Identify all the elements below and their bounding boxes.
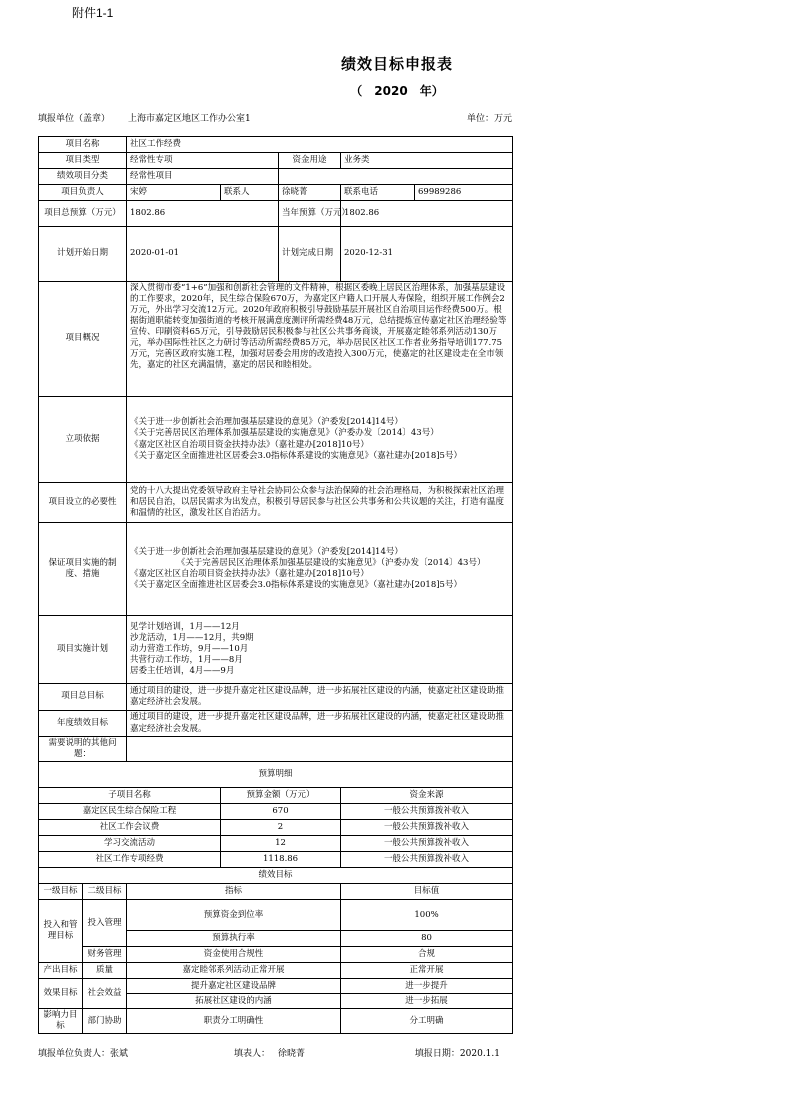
end-label: 计划完成日期 xyxy=(279,227,341,282)
target-connotation: 拓展社区建设的内涵 xyxy=(127,994,341,1009)
target-row xyxy=(39,963,513,979)
unit-name: 上海市嘉定区地区工作办公室1 xyxy=(128,114,251,124)
budget-header-row xyxy=(39,788,513,804)
year-suffix: 年） xyxy=(419,84,444,98)
project-type: 经常性专项 xyxy=(127,153,279,169)
budget-item-name: 社区工作专项经费 xyxy=(39,852,221,868)
unit-label: 填报单位（盖章） xyxy=(38,114,111,124)
row-overall-goal xyxy=(39,684,513,711)
row-other xyxy=(39,737,513,762)
row-perf-class xyxy=(39,169,513,185)
target-activity-normal-value: 正常开展 xyxy=(341,963,513,979)
plan-label: 项目实施计划 xyxy=(39,616,127,684)
plan-text: 见学计划培训，1月——12月 沙龙活动，1月——12月，共9期 动力营造工作坊，9月——10月 共营行动工作坊，1月——8月 居委主任培训，4月——9月 xyxy=(127,616,513,684)
row-basis xyxy=(39,397,513,483)
target-effect: 效果目标 xyxy=(39,979,83,1009)
targets-header-indicator: 指标 xyxy=(127,884,341,900)
target-budget-arrival-value: 100% xyxy=(341,900,513,931)
budget-item-source: 一般公共预算拨补收入 xyxy=(341,836,513,852)
row-targets-title xyxy=(39,868,513,884)
budget-row xyxy=(39,804,513,820)
year-prefix: （ xyxy=(350,84,363,98)
leader: 宋婷 xyxy=(127,185,221,201)
other-text xyxy=(127,737,513,762)
target-input-manage: 投入管理 xyxy=(83,900,127,947)
target-finance-mgmt: 财务管理 xyxy=(83,947,127,963)
targets-header-level2: 二级目标 xyxy=(83,884,127,900)
budget-header-name: 子项目名称 xyxy=(39,788,221,804)
budget-header-amount: 预算金额（万元） xyxy=(221,788,341,804)
target-social-benefit: 社会效益 xyxy=(83,979,127,1009)
annual-goal-label: 年度绩效目标 xyxy=(39,711,127,737)
overview-label: 项目概况 xyxy=(39,282,127,397)
targets-header-level1: 一级目标 xyxy=(39,884,83,900)
end-date: 2020-12-31 xyxy=(341,227,513,282)
target-row xyxy=(39,947,513,963)
target-fund-compliance-value: 合规 xyxy=(341,947,513,963)
footer-filler-label: 填表人： xyxy=(234,1049,271,1059)
target-budget-arrival: 预算资金到位率 xyxy=(127,900,341,931)
year-budget: 1802.86 xyxy=(341,201,513,227)
perf-class: 经常性项目 xyxy=(127,169,279,185)
basis-text: 《关于进一步创新社会治理加强基层建设的意见》（沪委发[2014]14号） 《关于完善居民区治理体系加强基层建设的实施意见》（沪委办发〔2014〕43号） 《嘉定区社区自治项目资金扶持办法》（嘉社建办[2018]10号） 《关于嘉定区全面推进社区居委会3.0指标体系建设的实施意见》（嘉社建办[2018]5号） xyxy=(127,397,513,483)
other-label: 需要说明的其他问题： xyxy=(39,737,127,762)
attachment-label: 附件1-1 xyxy=(72,6,114,20)
targets-header-value: 目标值 xyxy=(341,884,513,900)
targets-header-row xyxy=(39,884,513,900)
target-budget-exec-value: 80 xyxy=(341,931,513,947)
target-row xyxy=(39,979,513,994)
targets-section-title: 绩效目标 xyxy=(39,868,513,884)
row-budget xyxy=(39,201,513,227)
target-row xyxy=(39,1009,513,1034)
footer-date xyxy=(415,1046,500,1059)
basis-label: 立项依据 xyxy=(39,397,127,483)
row-project-type xyxy=(39,153,513,169)
performance-table xyxy=(38,136,513,1034)
overall-goal-text: 通过项目的建设，进一步提升嘉定社区建设品牌，进一步拓展社区建设的内涵，使嘉定社区建设助推嘉定经济社会发展。 xyxy=(127,684,513,711)
footer-filler-name: 徐晓菁 xyxy=(278,1049,306,1059)
money-unit: 单位：万元 xyxy=(466,114,512,124)
target-quality: 质量 xyxy=(83,963,127,979)
footer-leader-name: 张斌 xyxy=(110,1049,129,1059)
target-fund-compliance: 资金使用合规性 xyxy=(127,947,341,963)
budget-row xyxy=(39,836,513,852)
budget-item-source: 一般公共预算拨补收入 xyxy=(341,852,513,868)
fund-use-label: 资金用途 xyxy=(279,153,341,169)
row-leader xyxy=(39,185,513,201)
row-project-name xyxy=(39,137,513,153)
target-input-mgmt: 投入和管理目标 xyxy=(39,900,83,963)
perf-class-label: 绩效项目分类 xyxy=(39,169,127,185)
report-year xyxy=(0,82,794,99)
row-guarantee xyxy=(39,523,513,616)
budget-header-source: 资金来源 xyxy=(341,788,513,804)
target-brand: 提升嘉定社区建设品牌 xyxy=(127,979,341,994)
fund-use: 业务类 xyxy=(341,153,513,169)
project-type-label: 项目类型 xyxy=(39,153,127,169)
year-value: 2020 xyxy=(374,84,408,98)
budget-row xyxy=(39,852,513,868)
footer-date-label: 填报日期： xyxy=(414,1049,460,1059)
budget-item-amount: 2 xyxy=(221,820,341,836)
budget-item-name: 学习交流活动 xyxy=(39,836,221,852)
budget-row xyxy=(39,820,513,836)
phone: 69989286 xyxy=(415,185,513,201)
footer-leader xyxy=(38,1046,128,1059)
target-connotation-value: 进一步拓展 xyxy=(341,994,513,1009)
necessity-label: 项目设立的必要性 xyxy=(39,483,127,523)
row-annual-goal xyxy=(39,711,513,737)
target-influence: 影响力目标 xyxy=(39,1009,83,1034)
overview-text: 深入贯彻市委“1+6”加强和创新社会管理的文件精神，根据区委晚上居民区治理体系，加强基层建设的工作要求，2020年，民生综合保险670万，为嘉定区户籍人口开展人寿保险，组织开展工作例会2万元，外出学习交流12万元。2020年政府积极引导鼓励基层开展社区自治项目运作经费500万。根据街道职能转变加强街道的考核开展满意度测评所需经费48万元，总结提炼宣传嘉定社区治理经验等宣传、印刷资料65万元，引导鼓励居民积极参与社区公共事务商谈，开展嘉定睦邻系列活动130万元，举办国际性社区之力研讨等活动所需经费85万元，举办居民区社区工作者业务指导培训177.75万元，完善区政府实施工程，加强对居委会用房的改造投入300万元，使嘉定的社区建设走在全市领先，嘉定的社区充满温情，嘉定的居民和睦相处。 xyxy=(127,282,513,397)
row-dates xyxy=(39,227,513,282)
guarantee-text: 《关于进一步创新社会治理加强基层建设的意见》（沪委发[2014]14号） 《关于完善居民区治理体系加强基层建设的实施意见》（沪委办发〔2014〕43号） 《嘉定区社区自治项目资金扶持办法》（嘉社建办[2018]10号） 《关于嘉定区全面推进社区居委会3.0指标体系建设的实施意见》（嘉社建办[2018]5号） xyxy=(127,523,513,616)
budget-item-amount: 670 xyxy=(221,804,341,820)
budget-item-name: 社区工作会议费 xyxy=(39,820,221,836)
page-title: 绩效目标申报表 xyxy=(340,55,453,73)
budget-section-title: 预算明细 xyxy=(39,762,513,788)
phone-label: 联系电话 xyxy=(341,185,415,201)
target-brand-value: 进一步提升 xyxy=(341,979,513,994)
target-division: 职责分工明确性 xyxy=(127,1009,341,1034)
overall-goal-label: 项目总目标 xyxy=(39,684,127,711)
budget-item-source: 一般公共预算拨补收入 xyxy=(341,820,513,836)
footer-leader-label: 填报单位负责人： xyxy=(38,1049,111,1059)
row-budget-title xyxy=(39,762,513,788)
total-budget-label: 项目总预算（万元） xyxy=(39,201,127,227)
target-division-value: 分工明确 xyxy=(341,1009,513,1034)
total-budget: 1802.86 xyxy=(127,201,279,227)
project-name: 社区工作经费 xyxy=(127,137,513,153)
row-plan xyxy=(39,616,513,684)
budget-item-source: 一般公共预算拨补收入 xyxy=(341,804,513,820)
budget-item-name: 嘉定区民生综合保险工程 xyxy=(39,804,221,820)
necessity-text: 党的十八大提出党委领导政府主导社会协同公众参与法治保障的社会治理格局，为积极探索社区治理和居民自治，以居民需求为出发点，积极引导居民参与社区公共事务和公共议题的关注，打造有温度和温情的社区，激发社区自治活力。 xyxy=(127,483,513,523)
start-label: 计划开始日期 xyxy=(39,227,127,282)
target-dept-coop: 部门协助 xyxy=(83,1009,127,1034)
budget-item-amount: 12 xyxy=(221,836,341,852)
row-overview xyxy=(39,282,513,397)
project-name-label: 项目名称 xyxy=(39,137,127,153)
footer-date-value: 2020.1.1 xyxy=(459,1049,500,1059)
contact: 徐晓菁 xyxy=(279,185,341,201)
year-budget-label: 当年预算（万元） xyxy=(279,201,341,227)
row-necessity xyxy=(39,483,513,523)
target-activity-normal: 嘉定睦邻系列活动正常开展 xyxy=(127,963,341,979)
contact-label: 联系人 xyxy=(221,185,279,201)
start-date: 2020-01-01 xyxy=(127,227,279,282)
target-budget-exec: 预算执行率 xyxy=(127,931,341,947)
annual-goal-text: 通过项目的建设，进一步提升嘉定社区建设品牌，进一步拓展社区建设的内涵，使嘉定社区建设助推嘉定经济社会发展。 xyxy=(127,711,513,737)
target-row xyxy=(39,900,513,931)
budget-item-amount: 1118.86 xyxy=(221,852,341,868)
footer-filler xyxy=(234,1046,305,1059)
target-output: 产出目标 xyxy=(39,963,83,979)
guarantee-label: 保证项目实施的制度、措施 xyxy=(39,523,127,616)
leader-label: 项目负责人 xyxy=(39,185,127,201)
